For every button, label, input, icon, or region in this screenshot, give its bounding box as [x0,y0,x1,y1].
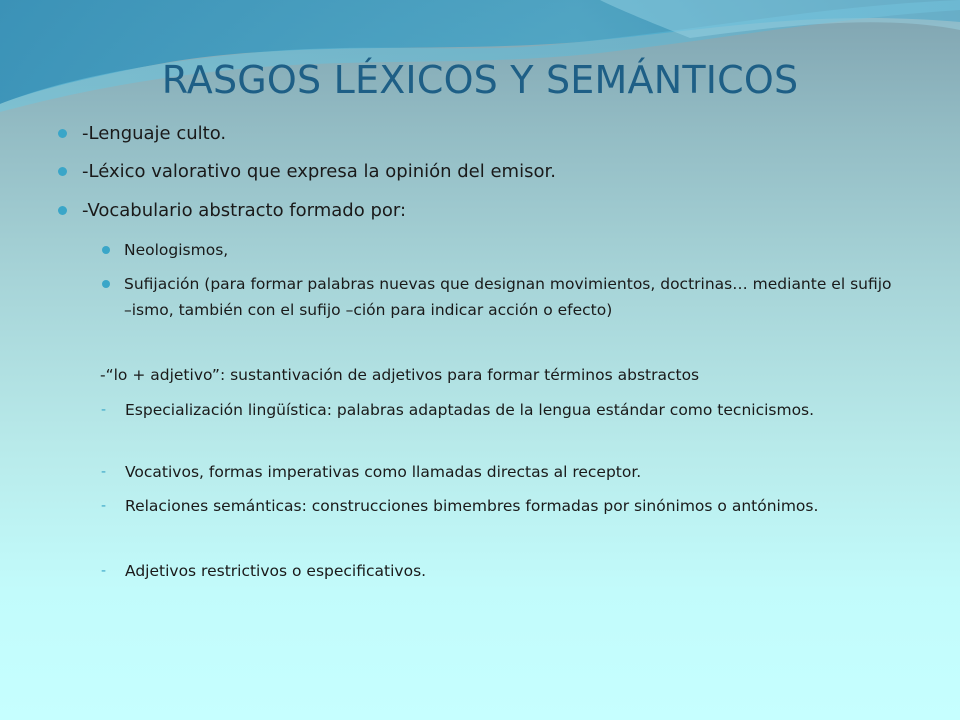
list-item-text: Vocativos, formas imperativas como llamadas directas al receptor. [125,463,642,481]
dash-marker: - [101,402,107,418]
list-item [101,558,901,584]
list-item-text: Relaciones semánticas: construcciones bimembres formadas por sinónimos o antónimos. [125,497,819,515]
list-item-text: Adjetivos restrictivos o especificativos. [125,562,427,580]
list-item-text: Sufijación (para formar palabras nuevas que designan movimientos, doctrinas… mediante el sufijo –ismo, también con el sufijo –ción para indicar acción o efecto) [124,275,892,319]
list-item-text: -“lo + adjetivo”: sustantivación de adjetivos para formar términos abstractos [100,366,700,384]
slide-title: RASGOS LÉXICOS Y SEMÁNTICOS [161,58,799,102]
list-item-text: -Lenguaje culto. [82,123,227,144]
list-item [58,159,918,185]
dash-marker: - [101,498,107,514]
list-item-text: Especialización lingüística: palabras adaptadas de la lengua estándar como tecnicismos. [125,401,815,419]
list-item [101,459,901,485]
dash-marker: - [101,563,107,579]
list-item [58,198,918,224]
list-item-text: Neologismos, [124,241,229,259]
bullet-icon [58,129,67,138]
list-item-text: -Léxico valorativo que expresa la opinión del emisor. [82,161,556,182]
list-item [102,271,902,323]
list-item [101,493,901,519]
bullet-icon [102,280,110,288]
bullet-icon [58,206,67,215]
list-item [102,237,902,263]
bullet-icon [58,167,67,176]
list-item [58,121,918,147]
list-item-text: -Vocabulario abstracto formado por: [82,200,407,221]
list-item [100,362,910,388]
dash-marker: - [101,464,107,480]
list-item [101,397,901,423]
bullet-icon [102,246,110,254]
